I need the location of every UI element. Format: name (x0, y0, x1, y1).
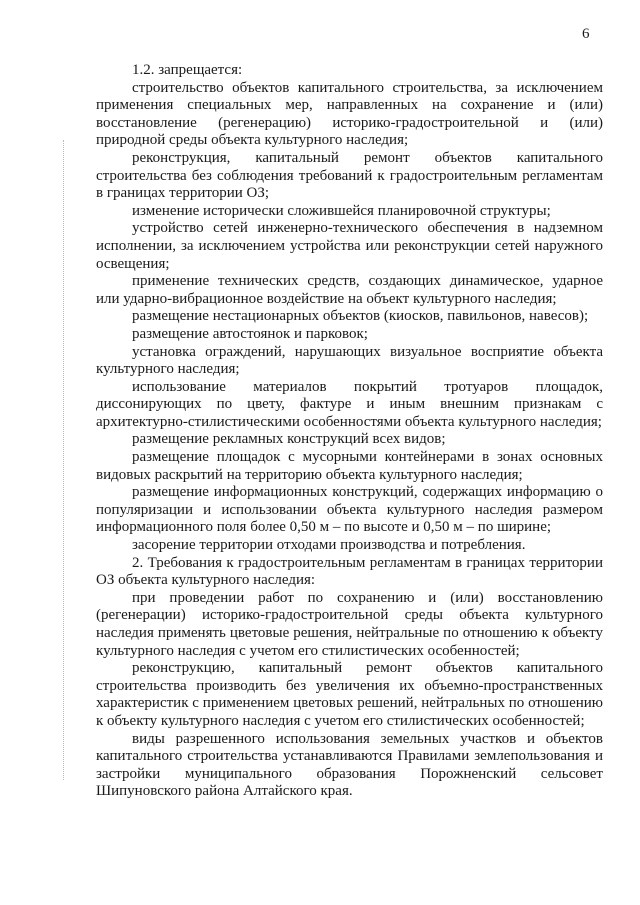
paragraph: строительство объектов капитального строительства, за исключением применения специальных мер, направленных на сохранение и (или) восстановление (регенерацию) историко-градостроительной и (или) природной среды объекта культурного наследия; (96, 79, 603, 149)
paragraph: засорение территории отходами производства и потребления. (132, 537, 526, 554)
page-number: 6 (582, 26, 590, 42)
paragraph: при проведении работ по сохранению и (или) восстановлению (регенерации) историко-градостроительной среды объекта культурного наследия применять цветовые решения, нейтральные по отношению к объекту культурного наследия с учетом его стилистических особенностей; (96, 589, 603, 659)
paragraph: размещение информационных конструкций, содержащих информацию о популяризации и использовании объекта культурного наследия размером информационного поля более 0,50 м – по высоте и 0,50 м – по ширине; (96, 484, 603, 536)
paragraph: размещение рекламных конструкций всех видов; (132, 431, 446, 448)
paragraph: размещение нестационарных объектов (киосков, павильонов, навесов); (132, 308, 589, 325)
paragraph: реконструкция, капитальный ремонт объектов капитального строительства без соблюдения требований к градостроительным регламентам в границах территории ОЗ; (96, 149, 603, 202)
margin-binding-mark (63, 140, 65, 780)
paragraph: виды разрешенного использования земельных участков и объектов капитального строительства устанавливаются Правилами землепользования и застройки муниципального образования Порожненский сельсовет Шипуновского района Алтайского края. (96, 730, 603, 800)
paragraph-2-heading: 2. Требования к градостроительным регламентам в границах территории ОЗ объекта культурного наследия: (96, 554, 603, 589)
paragraph-1-2-heading: 1.2. запрещается: (132, 62, 243, 78)
paragraph: размещение площадок с мусорными контейнерами в зонах основных видовых раскрытий на территорию объекта культурного наследия; (96, 449, 603, 483)
paragraph: применение технических средств, создающих динамическое, ударное или ударно-вибрационное воздействие на объект культурного наследия; (96, 273, 603, 307)
paragraph: использование материалов покрытий тротуаров площадок, диссонирующих по цвету, фактуре и иным внешним признакам с архитектурно-стилистическими особенностями объекта культурного наследия; (96, 378, 603, 430)
paragraph: реконструкцию, капитальный ремонт объектов капитального строительства производить без увеличения их объемно-пространственных характеристик с применением цветовых решений, нейтральных по отношению к объекту культурного наследия с учетом его стилистических особенностей; (96, 660, 603, 729)
paragraph: изменение исторически сложившейся планировочной структуры; (132, 202, 551, 219)
document-body (96, 62, 603, 801)
paragraph: установка ограждений, нарушающих визуальное восприятие объекта культурного наследия; (96, 343, 603, 378)
paragraph: устройство сетей инженерно-технического обеспечения в надземном исполнении, за исключением устройства или реконструкции сетей наружного освещения; (96, 220, 603, 272)
paragraph: размещение автостоянок и парковок; (132, 325, 368, 342)
